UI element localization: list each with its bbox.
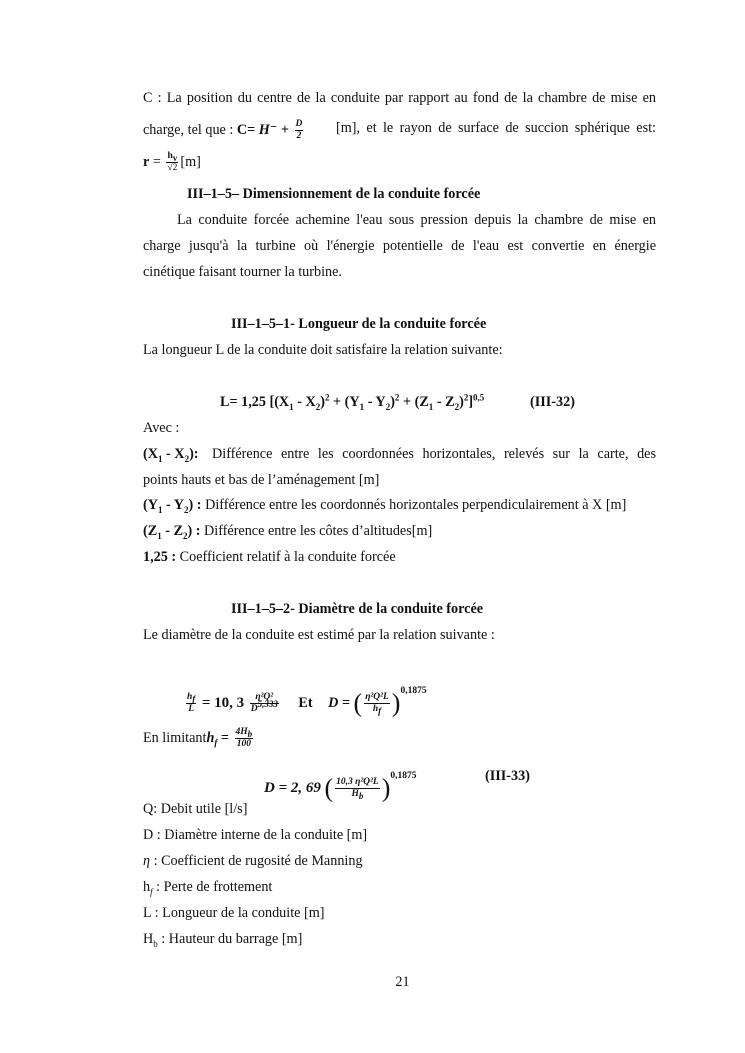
section-heading-iii-1-5: III–1–5– Dimensionnement de la conduite forcée: [187, 186, 481, 202]
equation-ref-iii-33: (III-33): [485, 768, 530, 784]
h-superscript: ⁻: [269, 121, 278, 138]
avec-label: Avec :: [143, 420, 180, 436]
equals-sign: =: [152, 153, 161, 170]
equation-ref-iii-32: (III-32): [530, 394, 575, 410]
r-symbol: r: [143, 153, 150, 170]
intro-line-2-text: charge, tel que :: [143, 121, 234, 138]
paragraph-line-1: La conduite forcée achemine l'eau sous pression depuis la chambre de mise en: [177, 212, 656, 228]
d-over-2-fraction: $\frac{D}{2}$: [295, 119, 303, 141]
intro-line-2-tail: [m], et le rayon de surface de succion sphérique est:: [336, 120, 656, 136]
length-intro: La longueur L de la conduite doit satisfaire la relation suivante:: [143, 342, 503, 358]
def-hf: $h_f$ : Perte de frottement: [143, 879, 273, 897]
diameter-intro: Le diamètre de la conduite est estimé par la relation suivante :: [143, 627, 495, 643]
def-x-text-2: points hauts et bas de l’aménagement [m]: [143, 472, 380, 488]
def-eta: η : Coefficient de rugosité de Manning: [143, 853, 363, 869]
diameter-equation-1: $\frac{h_f}{L}$ = 10, 3 $\frac{\text{η²Q²}}{D^{5,333}}$ Et D = ( $\frac{\text{η²Q²L}}{h_f}$ )$^{0,1875}$: [187, 686, 427, 718]
h-symbol: H: [258, 121, 270, 138]
def-y: $(Y_1 - Y_2)$ : Différence entre les coordonnés horizontales perpendiculairement à X [m]: [143, 497, 627, 515]
def-x-term: $(X_1 - X_2)$:: [143, 446, 199, 464]
limit-line: En limitanth$_f$ = $\frac{4H_b}{100}$: [143, 727, 253, 749]
diameter-equation-2: D = 2, 69 ( $\frac{\text{10,3 η²Q²L}}{H_b}$ )$^{0,1875}$: [264, 771, 417, 803]
plus-sign: +: [280, 121, 289, 138]
page-number: 21: [395, 974, 410, 990]
hv-over-sqrt2-fraction: $\frac{h_v}{√2}$: [167, 151, 178, 173]
section-heading-iii-1-5-1: III–1–5–1- Longueur de la conduite forcée: [231, 316, 487, 332]
def-z: $(Z_1 - Z_2)$ : Différence entre les côtes d’altitudes[m]: [143, 523, 433, 541]
c-symbol: C=: [236, 121, 256, 138]
def-x-text: Différence entre les coordonnées horizontales, relevés sur la carte, des: [212, 446, 656, 462]
def-d: D : Diamètre interne de la conduite [m]: [143, 827, 368, 843]
unit-m: [m]: [180, 153, 201, 170]
section-heading-iii-1-5-2: III–1–5–2- Diamètre de la conduite forcée: [231, 601, 484, 617]
intro-line-3: [143, 151, 656, 174]
def-hb: $H_b$ : Hauteur du barrage [m]: [143, 931, 303, 949]
def-l: L : Longueur de la conduite [m]: [143, 905, 325, 921]
paragraph-line-3: cinétique faisant tourner la turbine.: [143, 264, 342, 280]
paragraph-line-2: charge jusqu'à la turbine où l'énergie potentielle de l'eau est convertie en énergie: [143, 238, 656, 254]
length-formula: L= 1,25 $[(X_1 - X_2)^2 + (Y_1 - Y_2)^2 + (Z_1 - Z_2)^2]^{0,5}$: [220, 392, 485, 412]
intro-line-1: C : La position du centre de la conduite par rapport au fond de la chambre de mise en: [143, 90, 656, 106]
def-coefficient: 1,25 : Coefficient relatif à la conduite forcée: [143, 549, 396, 565]
def-q: Q: Debit utile [l/s]: [143, 801, 248, 817]
